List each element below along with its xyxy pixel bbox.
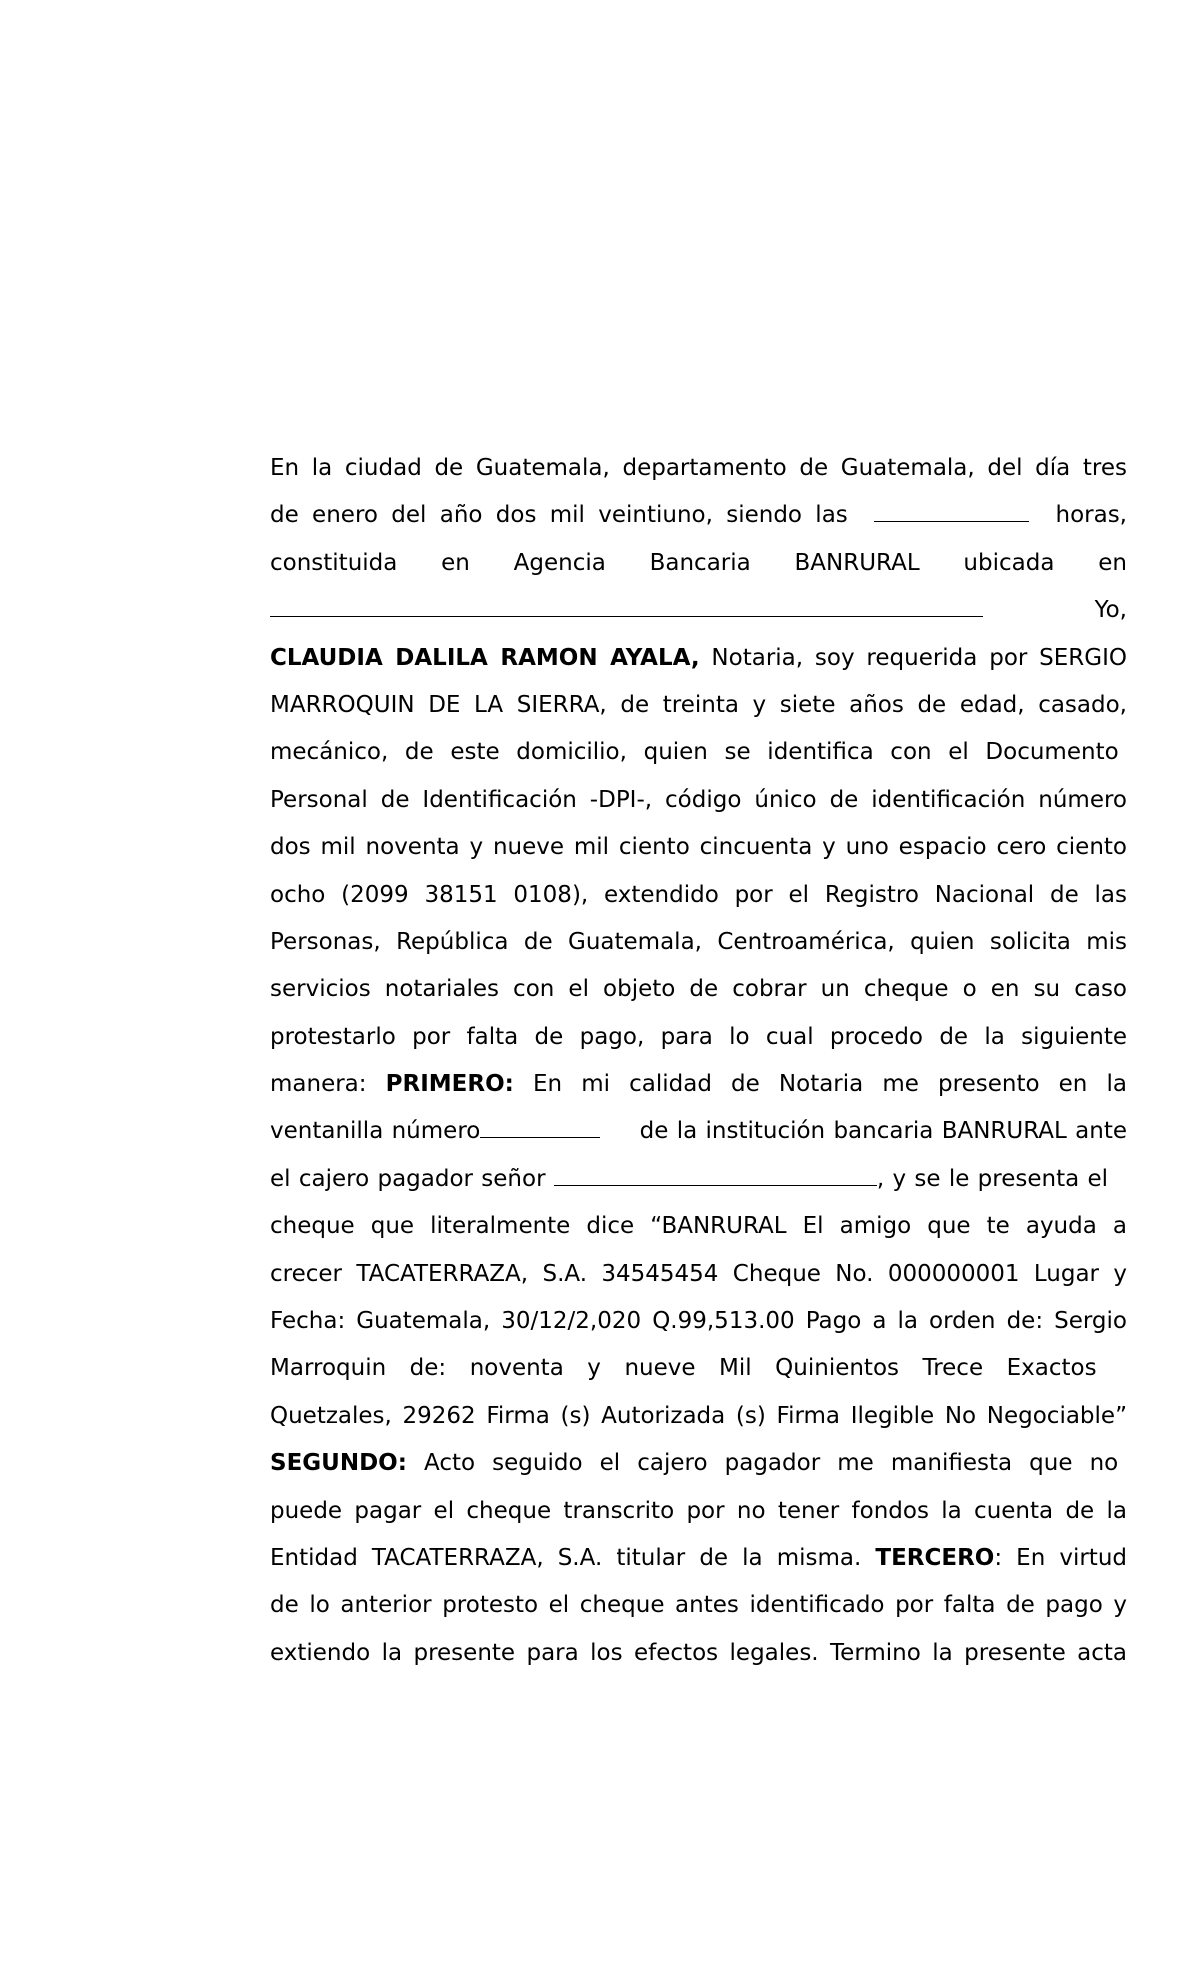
line-text: el cajero pagador señor [270, 1165, 554, 1192]
doc-line [270, 1108, 1127, 1155]
line-text: de enero del año dos mil veintiuno, siendo las [270, 502, 848, 529]
doc-line [270, 1582, 1127, 1629]
line-word: BANRURAL [794, 549, 920, 576]
line-text: Entidad TACATERRAZA, S.A. titular de la misma. [270, 1544, 876, 1571]
doc-line [270, 824, 1127, 871]
line-text: ventanilla número [270, 1118, 481, 1145]
doc-line [270, 1298, 1127, 1345]
blank-cashier-name [554, 1163, 877, 1186]
line-text: manera: [270, 1071, 386, 1098]
doc-line [270, 1014, 1127, 1061]
line-text: cheque que literalmente dice “BANRURAL El amigo que te ayuda a [270, 1213, 1127, 1240]
doc-line [270, 682, 1127, 729]
line-text: En la ciudad de Guatemala, departamento de Guatemala, del día tres [270, 455, 1127, 481]
line-word: Agencia [513, 549, 606, 576]
line-text: puede pagar el cheque transcrito por no tener fondos la cuenta de la [270, 1497, 1127, 1524]
doc-line [270, 1440, 1127, 1487]
doc-line [270, 635, 1127, 682]
line-word: ubicada [963, 549, 1055, 576]
blank-hours [874, 499, 1029, 522]
doc-line [270, 1061, 1127, 1108]
doc-line [270, 1345, 1127, 1392]
line-text: crecer TACATERRAZA, S.A. 34545454 Cheque No. 000000001 Lugar y [270, 1260, 1127, 1287]
doc-line [270, 1156, 1127, 1203]
line-text: Personas, República de Guatemala, Centroamérica, quien solicita mis [270, 928, 1127, 955]
line-text: Fecha: Guatemala, 30/12/2,020 Q.99,513.00 Pago a la orden de: Sergio [270, 1308, 1127, 1335]
line-text: MARROQUIN DE LA SIERRA, de treinta y siete años de edad, casado, [270, 691, 1127, 718]
clause-heading-tercero: TERCERO [875, 1544, 995, 1571]
line-text: Acto seguido el cajero pagador me manifiesta que no [406, 1450, 1119, 1477]
line-text: Yo, [1094, 597, 1127, 624]
line-text: , y se le presenta el [876, 1165, 1109, 1192]
line-text: Marroquin de: noventa y nueve Mil Quinientos Trece Exactos [270, 1355, 1097, 1382]
line-text: de lo anterior protesto el cheque antes identificado por falta de pago y [270, 1592, 1127, 1619]
doc-line [270, 587, 1127, 634]
doc-line [270, 540, 1127, 587]
doc-line [270, 872, 1127, 919]
document-body [270, 445, 1127, 1677]
line-text-group [270, 1108, 600, 1155]
line-word: Bancaria [649, 549, 751, 576]
line-text: servicios notariales con el objeto de cobrar un cheque o en su caso [270, 976, 1127, 1003]
doc-line [270, 729, 1127, 776]
line-text: Notaria, soy requerida por SERGIO [699, 644, 1128, 671]
line-text: extiendo la presente para los efectos legales. Termino la presente acta [270, 1639, 1127, 1666]
line-word: constituida [270, 549, 398, 576]
doc-line [270, 1203, 1127, 1250]
line-word: en [1098, 549, 1127, 576]
blank-window-number [480, 1115, 600, 1138]
line-text: En mi calidad de Notaria me presento en la [513, 1071, 1127, 1098]
doc-line [270, 445, 1127, 492]
doc-line [270, 1488, 1127, 1535]
doc-line [270, 777, 1127, 824]
doc-line [270, 919, 1127, 966]
line-text: protestarlo por falta de pago, para lo cual procedo de la siguiente [270, 1023, 1127, 1050]
line-text: Quetzales, 29262 Firma (s) Autorizada (s) Firma Ilegible No Negociable” [270, 1402, 1127, 1429]
line-word: en [441, 549, 470, 576]
clause-heading-primero: PRIMERO: [385, 1071, 514, 1098]
doc-line [270, 1630, 1127, 1677]
notary-name: CLAUDIA DALILA RAMON AYALA, [270, 644, 700, 671]
blank-address [270, 594, 983, 617]
line-text-group [270, 1156, 1108, 1203]
doc-line [270, 492, 1127, 539]
line-text: ocho (2099 38151 0108), extendido por el Registro Nacional de las [270, 881, 1127, 908]
line-text: de la institución bancaria BANRURAL ante [639, 1118, 1127, 1145]
line-text: : En virtud [994, 1544, 1127, 1571]
doc-line [270, 1393, 1127, 1440]
line-text: horas, [1055, 502, 1127, 529]
doc-line [270, 966, 1127, 1013]
line-text: dos mil noventa y nueve mil ciento cincuenta y uno espacio cero ciento [270, 834, 1127, 861]
clause-heading-segundo: SEGUNDO: [270, 1450, 407, 1477]
line-text: mecánico, de este domicilio, quien se identifica con el Documento [270, 739, 1119, 766]
doc-line [270, 1535, 1127, 1582]
doc-line [270, 1251, 1127, 1298]
line-text: Personal de Identificación -DPI-, código único de identificación número [270, 786, 1127, 813]
